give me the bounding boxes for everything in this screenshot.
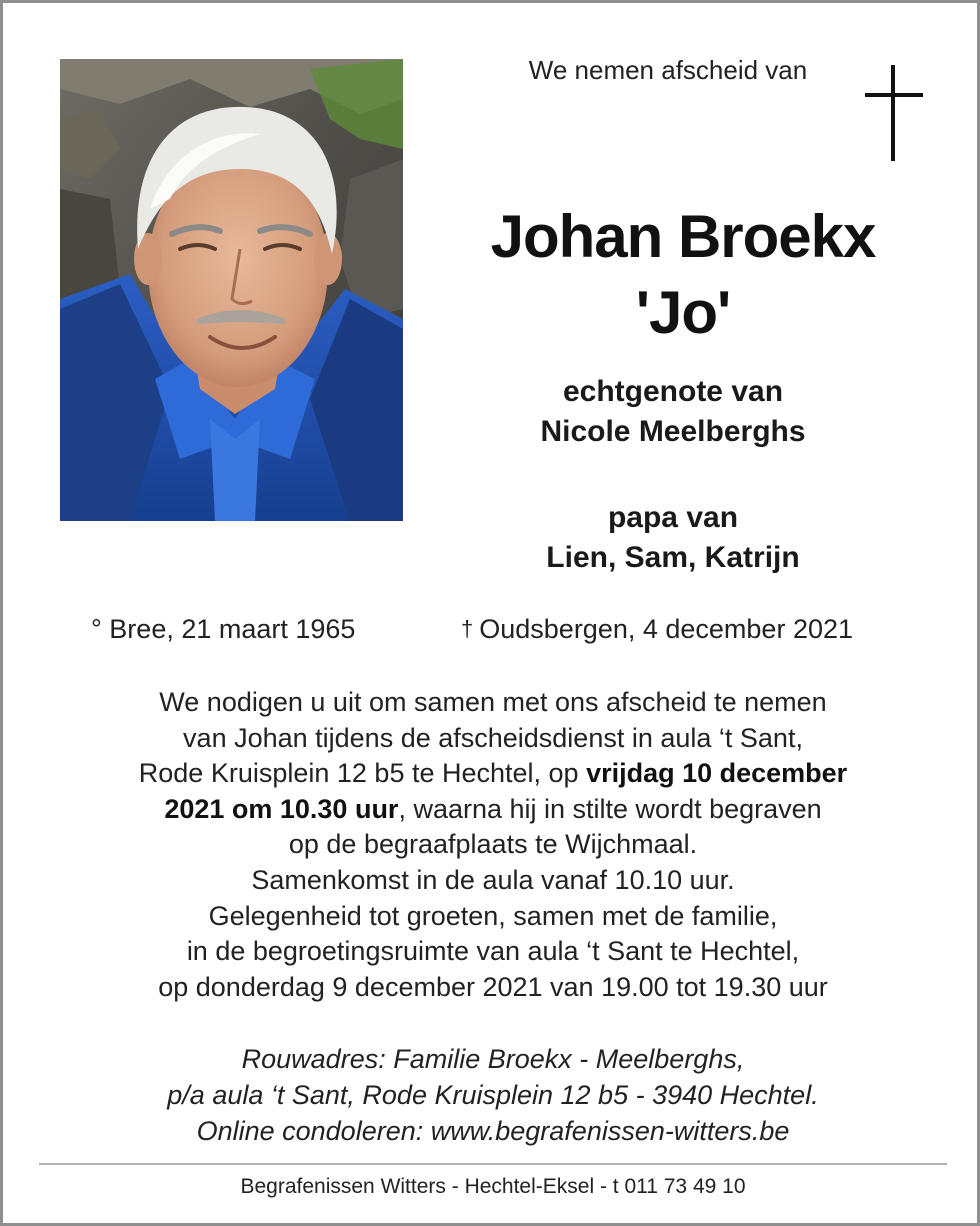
- death-place-date: Oudsbergen, 4 december 2021: [479, 614, 854, 644]
- children-label: papa van: [607, 501, 739, 534]
- cross-icon: [865, 65, 923, 161]
- deceased-name: Johan Broekx: [490, 203, 876, 270]
- ceremony-line: van Johan tijdens de afscheidsdienst in aula ‘t Sant,: [183, 722, 803, 753]
- contact-details: [33, 1041, 953, 1149]
- funeral-home-footer: Begrafenissen Witters - Hechtel-Eksel - t 011 73 49 10: [240, 1175, 746, 1198]
- birth-info: ° Bree, 21 maart 1965: [91, 614, 356, 644]
- ceremony-line: in de begroetingsruimte van aula ‘t Sant te Hechtel,: [186, 936, 800, 967]
- ceremony-details: [33, 685, 953, 1005]
- death-info: [461, 614, 853, 645]
- ceremony-line: Gelegenheid tot groeten, samen met de familie,: [208, 900, 778, 931]
- intro-text: We nemen afscheid van: [528, 55, 808, 85]
- ceremony-line: We nodigen u uit om samen met ons afscheid te nemen: [159, 687, 827, 717]
- deceased-nickname: 'Jo': [635, 279, 731, 346]
- ceremony-time-bold: 2021 om 10.30 uur: [164, 793, 399, 824]
- online-condolence: Online condoleren: www.begrafenissen-witters.be: [196, 1116, 790, 1146]
- ceremony-line: op de begraafplaats te Wijchmaal.: [288, 829, 698, 860]
- ceremony-line: Rode Kruisplein 12 b5 te Hechtel, op vrijdag 10 december: [138, 758, 848, 789]
- mourning-address-line: p/a aula ‘t Sant, Rode Kruisplein 12 b5 - 3940 Hechtel.: [167, 1080, 819, 1110]
- children-names: Lien, Sam, Katrijn: [546, 541, 800, 574]
- dagger-icon: †: [461, 616, 474, 641]
- ceremony-line: op donderdag 9 december 2021 van 19.00 tot 19.30 uur: [158, 971, 828, 1002]
- children-block: [443, 498, 903, 578]
- ceremony-date-bold: vrijdag 10 december: [586, 758, 848, 789]
- mourning-address: Rouwadres: Familie Broekx - Meelberghs,: [241, 1044, 745, 1074]
- ceremony-line: Samenkomst in de aula vanaf 10.10 uur.: [251, 864, 735, 895]
- ceremony-line: 2021 om 10.30 uur, waarna hij in stilte wordt begraven: [164, 793, 822, 824]
- spouse-block: [443, 372, 903, 452]
- footer-divider: [39, 1163, 947, 1165]
- spouse-label: echtgenote van: [562, 375, 784, 408]
- deceased-name-block: [443, 199, 923, 351]
- portrait-photo: [60, 59, 403, 521]
- spouse-name: Nicole Meelberghs: [540, 415, 806, 448]
